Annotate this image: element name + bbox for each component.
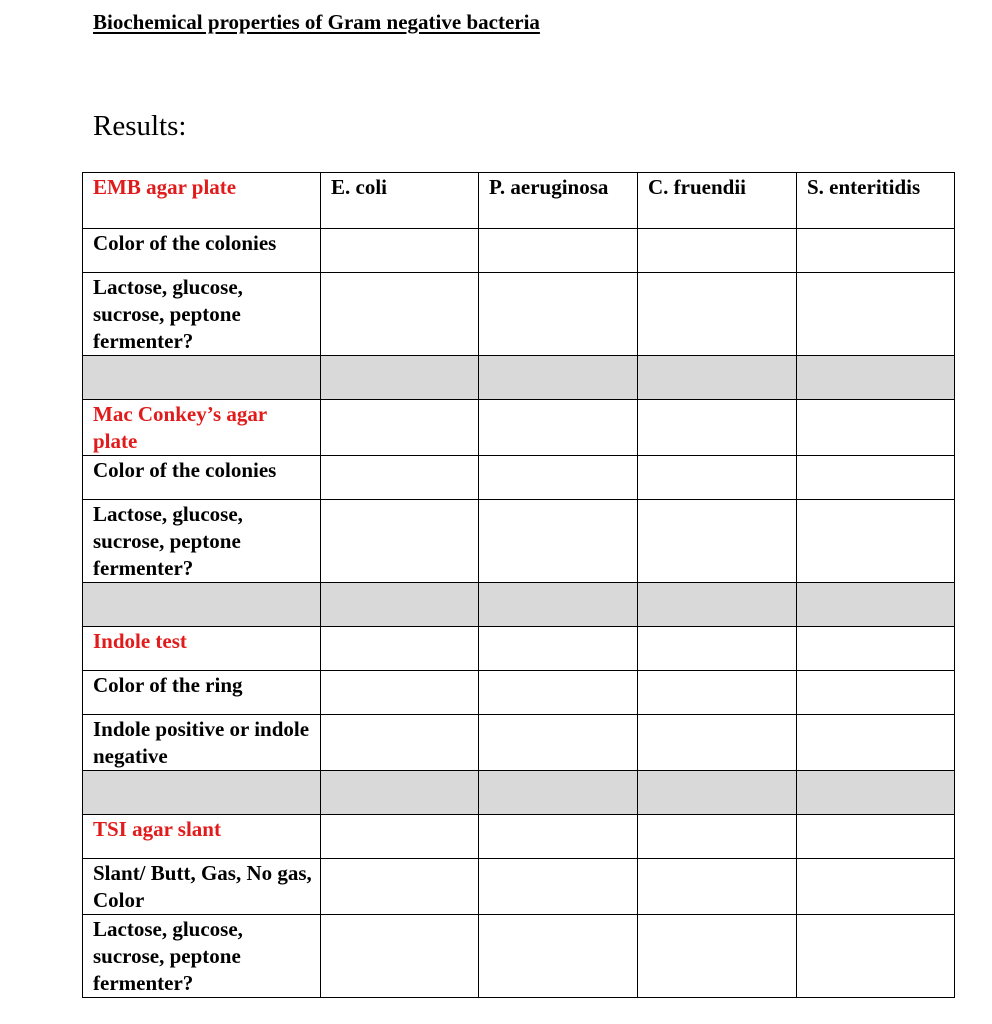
result-cell[interactable]: [638, 500, 797, 583]
section-label-indole-test: Indole test: [83, 627, 321, 671]
result-cell[interactable]: [479, 715, 638, 771]
spacer-cell: [83, 771, 321, 815]
result-cell[interactable]: [797, 400, 955, 456]
result-cell[interactable]: [638, 627, 797, 671]
spacer-cell: [797, 356, 955, 400]
row-label: Lactose, glucose, sucrose, peptone fermenter?: [83, 273, 321, 356]
results-table: [82, 172, 955, 998]
spacer-cell: [797, 771, 955, 815]
organism-header-c-fruendii: C. fruendii: [638, 173, 797, 229]
table-row: [83, 715, 955, 771]
spacer-cell: [321, 771, 479, 815]
result-cell[interactable]: [321, 456, 479, 500]
spacer-row: [83, 771, 955, 815]
section-label-mac-conkey-agar-plate: Mac Conkey’s agar plate: [83, 400, 321, 456]
section-label-tsi-agar-slant: TSI agar slant: [83, 815, 321, 859]
result-cell[interactable]: [321, 715, 479, 771]
result-cell[interactable]: [638, 915, 797, 998]
table-row: [83, 859, 955, 915]
spacer-cell: [638, 356, 797, 400]
spacer-cell: [479, 356, 638, 400]
result-cell[interactable]: [479, 915, 638, 998]
result-cell[interactable]: [321, 859, 479, 915]
result-cell[interactable]: [479, 229, 638, 273]
result-cell[interactable]: [479, 500, 638, 583]
section-label-emb-agar-plate: EMB agar plate: [83, 173, 321, 229]
result-cell[interactable]: [321, 273, 479, 356]
result-cell[interactable]: [321, 915, 479, 998]
result-cell[interactable]: [638, 273, 797, 356]
results-heading: Results:: [93, 110, 187, 142]
spacer-cell: [83, 583, 321, 627]
document-title: Biochemical properties of Gram negative bacteria: [93, 10, 540, 34]
result-cell[interactable]: [479, 671, 638, 715]
spacer-cell: [797, 583, 955, 627]
result-cell[interactable]: [638, 229, 797, 273]
result-cell[interactable]: [321, 400, 479, 456]
table-row: [83, 915, 955, 998]
result-cell[interactable]: [797, 715, 955, 771]
row-label: Lactose, glucose, sucrose, peptone fermenter?: [83, 915, 321, 998]
result-cell[interactable]: [321, 229, 479, 273]
table-row: [83, 456, 955, 500]
result-cell[interactable]: [479, 627, 638, 671]
result-cell[interactable]: [638, 859, 797, 915]
spacer-cell: [83, 356, 321, 400]
result-cell[interactable]: [797, 229, 955, 273]
result-cell[interactable]: [321, 671, 479, 715]
row-label: Indole positive or indole negative: [83, 715, 321, 771]
spacer-cell: [479, 583, 638, 627]
result-cell[interactable]: [797, 500, 955, 583]
spacer-cell: [479, 771, 638, 815]
result-cell[interactable]: [479, 859, 638, 915]
result-cell[interactable]: [321, 500, 479, 583]
result-cell[interactable]: [638, 671, 797, 715]
result-cell[interactable]: [321, 815, 479, 859]
spacer-cell: [321, 583, 479, 627]
spacer-cell: [638, 771, 797, 815]
result-cell[interactable]: [797, 456, 955, 500]
result-cell[interactable]: [797, 627, 955, 671]
organism-header-p-aeruginosa: P. aeruginosa: [479, 173, 638, 229]
result-cell[interactable]: [797, 273, 955, 356]
row-label: Color of the colonies: [83, 229, 321, 273]
result-cell[interactable]: [797, 671, 955, 715]
table-row: [83, 815, 955, 859]
spacer-row: [83, 583, 955, 627]
result-cell[interactable]: [797, 859, 955, 915]
table-row: [83, 627, 955, 671]
result-cell[interactable]: [479, 273, 638, 356]
table-row: [83, 229, 955, 273]
organism-header-s-enteritidis: S. enteritidis: [797, 173, 955, 229]
table-row: [83, 400, 955, 456]
result-cell[interactable]: [638, 456, 797, 500]
spacer-cell: [321, 356, 479, 400]
table-row: [83, 500, 955, 583]
result-cell[interactable]: [321, 627, 479, 671]
result-cell[interactable]: [638, 400, 797, 456]
organism-header-e-coli: E. coli: [321, 173, 479, 229]
row-label: Slant/ Butt, Gas, No gas, Color: [83, 859, 321, 915]
result-cell[interactable]: [797, 815, 955, 859]
row-label: Lactose, glucose, sucrose, peptone fermenter?: [83, 500, 321, 583]
result-cell[interactable]: [479, 400, 638, 456]
result-cell[interactable]: [479, 815, 638, 859]
result-cell[interactable]: [638, 815, 797, 859]
row-label: Color of the ring: [83, 671, 321, 715]
result-cell[interactable]: [479, 456, 638, 500]
result-cell[interactable]: [797, 915, 955, 998]
spacer-cell: [638, 583, 797, 627]
table-header-row: [83, 173, 955, 229]
table-row: [83, 273, 955, 356]
result-cell[interactable]: [638, 715, 797, 771]
spacer-row: [83, 356, 955, 400]
table-row: [83, 671, 955, 715]
row-label: Color of the colonies: [83, 456, 321, 500]
